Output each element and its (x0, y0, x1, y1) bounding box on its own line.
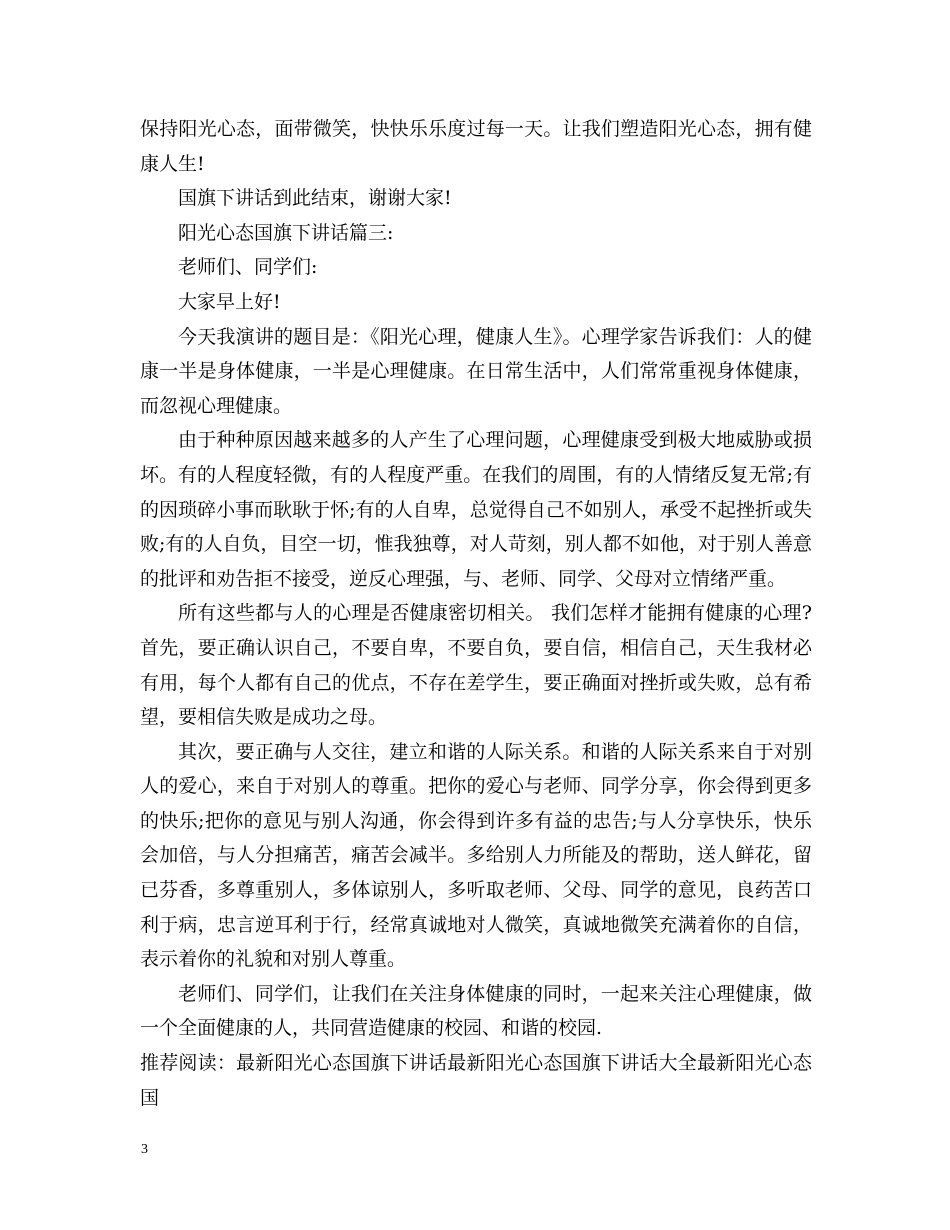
paragraph: 保持阳光心态，面带微笑，快快乐乐度过每一天。让我们塑造阳光心态，拥有健康人生! (140, 118, 812, 175)
paragraph: 所有这些都与人的心理是否健康密切相关。 我们怎样才能拥有健康的心理?首先，要正确认识自己，不要自卑，不要自负，要自信，相信自己，天生我材必有用，每个人都有自己的优点，不存在差学生，要正确面对挫折或失败，总有希望，要相信失败是成功之母。 (140, 602, 812, 729)
paragraph: 由于种种原因越来越多的人产生了心理问题，心理健康受到极大地威胁或损坏。有的人程度轻微，有的人程度严重。在我们的周围，有的人情绪反复无常;有的因琐碎小事而耿耿于怀;有的人自卑，总觉得自己不如别人，承受不起挫折或失败;有的人自负，目空一切，惟我独尊，对人苛刻，别人都不如他，对于别人善意的批评和劝告拒不接受，逆反心理强，与、老师、同学、父母对立情绪严重。 (140, 429, 812, 590)
section-heading: 阳光心态国旗下讲话篇三: (178, 221, 394, 244)
paragraph: 老师们、同学们，让我们在关注身体健康的同时，一起来关注心理健康，做一个全面健康的人，共同营造健康的校园、和谐的校园. (140, 982, 812, 1040)
body-text (140, 112, 812, 1115)
greeting: 大家早上好! (178, 290, 281, 313)
page-number: 3 (141, 1142, 148, 1157)
recommended-reading: 推荐阅读：最新阳光心态国旗下讲话最新阳光心态国旗下讲话大全最新阳光心态国 (140, 1052, 812, 1109)
paragraph: 国旗下讲话到此结束，谢谢大家! (178, 187, 452, 210)
paragraph: 今天我演讲的题目是：《阳光心理，健康人生》。心理学家告诉我们：人的健康一半是身体健康，一半是心理健康。在日常生活中，人们常常重视身体健康，而忽视心理健康。 (140, 325, 812, 417)
paragraph: 其次，要正确与人交往，建立和谐的人际关系。和谐的人际关系来自于对别人的爱心，来自于对别人的尊重。把你的爱心与老师、同学分享，你会得到更多的快乐;把你的意见与别人沟通，你会得到许多有益的忠告;与人分享快乐，快乐会加倍，与人分担痛苦，痛苦会减半。多给别人力所能及的帮助，送人鲜花，留已芬香，多尊重别人，多体谅别人，多听取老师、父母、同学的意见，良药苦口利于病，忠言逆耳利于行，经常真诚地对人微笑，真诚地微笑充满着你的自信，表示着你的礼貌和对别人尊重。 (140, 740, 812, 971)
salutation: 老师们、同学们: (178, 256, 318, 279)
